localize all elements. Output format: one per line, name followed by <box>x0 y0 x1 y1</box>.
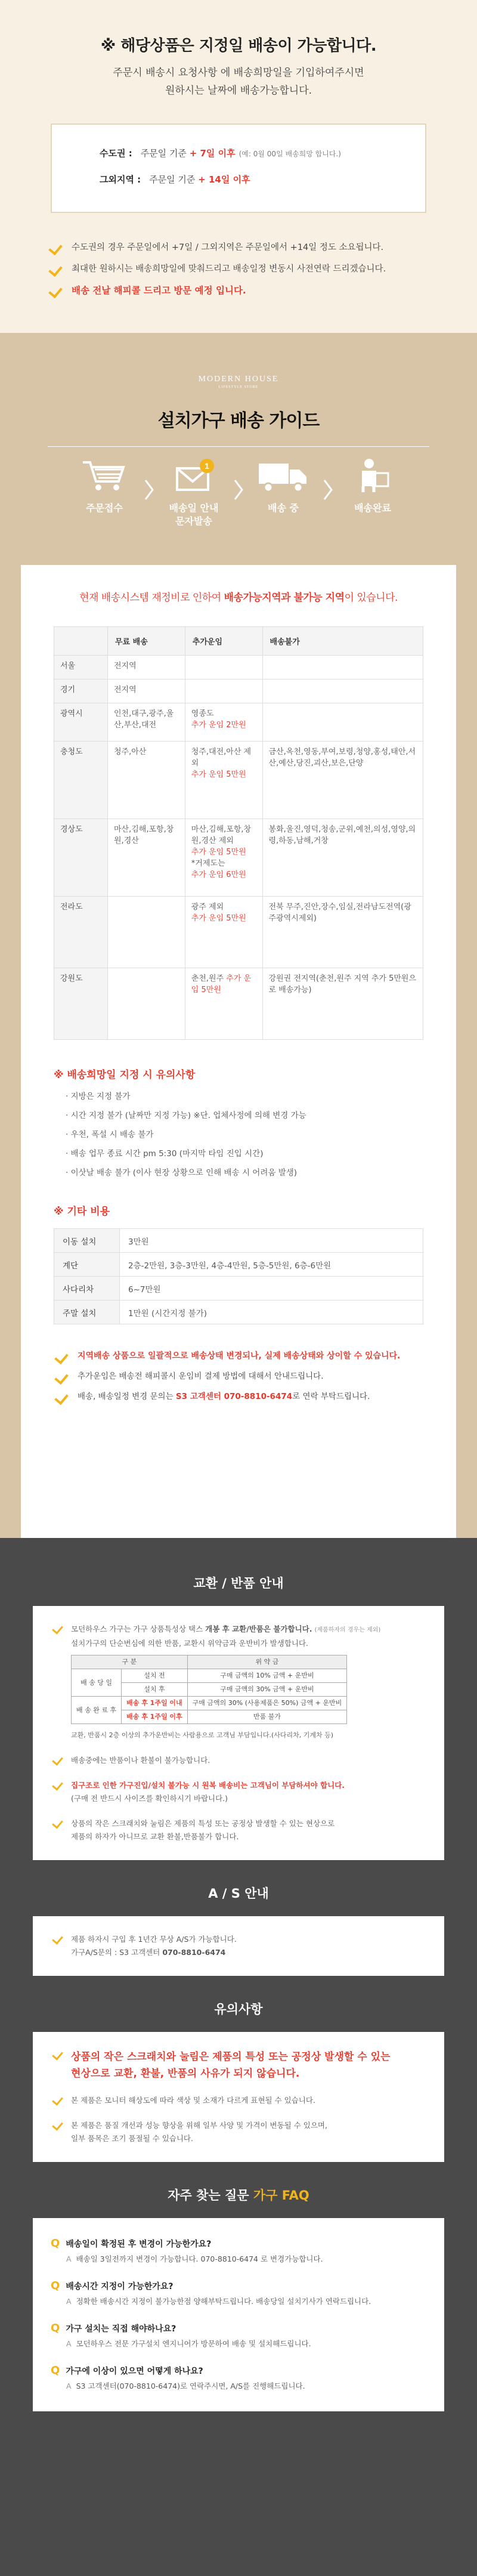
list-item: · 지방은 지정 불가 <box>66 1092 131 1101</box>
notice-bold: 배송가능지역과 불가능 지역 <box>224 592 345 604</box>
table-cell: 구매 금액의 10% 금액 + 운반비 <box>187 1669 347 1683</box>
table-header: 무료 배송 <box>108 627 185 656</box>
no-cell <box>262 703 423 742</box>
text-small: (제품하자의 경우는 제외) <box>314 1627 381 1633</box>
table-row <box>72 1697 347 1710</box>
table-row <box>54 1301 423 1324</box>
question-text: 가구 설치는 직접 해야하나요? <box>66 2324 176 2334</box>
table-header: 구 분 <box>72 1655 188 1669</box>
text-bold: 집구조로 인한 가구진입/설치 불가능 시 원복 배송비는 고객님이 부담하셔야 합니다. <box>71 1781 345 1790</box>
question-text: 배송일이 확정된 후 변경이 가능한가요? <box>66 2240 212 2249</box>
table-note: 교환, 반품시 2층 이상의 추가운반비는 사람용으로 고객님 부담입니다.(사다리차, 기계차 등) <box>71 1731 334 1739</box>
step-complete <box>340 458 405 515</box>
exchange-card <box>33 1606 444 1860</box>
faq-question <box>51 2237 426 2250</box>
text: 가구A/S문의 : S3 고객센터 <box>71 1948 160 1957</box>
extra-cell <box>185 819 262 897</box>
extra-cell <box>185 656 262 679</box>
table-cell: 설치 전 <box>122 1669 188 1683</box>
other-days: + 14일 이후 <box>198 174 250 185</box>
table-row <box>54 742 423 819</box>
list-item: · 우천, 폭설 시 배송 불가 <box>66 1130 154 1139</box>
faq-item <box>51 2272 426 2315</box>
brand-logo <box>0 375 477 389</box>
extra-text: 청주,대전,아산 제외 <box>191 748 252 768</box>
extra-cell <box>185 968 262 1040</box>
cost-value: 6~7만원 <box>120 1277 423 1301</box>
text: (구매 전 반드시 사이즈를 확인하시기 바랍니다.) <box>71 1794 228 1803</box>
cost-value: 3만원 <box>120 1229 423 1253</box>
no-cell <box>262 679 423 703</box>
free-cell <box>108 897 185 968</box>
delivery-area-card <box>21 565 456 1604</box>
no-cell: 금산,옥천,영동,부여,보령,청양,홍성,태안,서산,예산,당진,괴산,보은,단양 <box>262 742 423 819</box>
check-item-highlight <box>54 1346 423 1366</box>
desc-line: 원하시는 날짜에 배송가능합니다. <box>165 85 312 97</box>
table-cell: 구매 금액의 30% 금액 + 운반비 <box>187 1683 347 1697</box>
other-text: 주문일 기준 <box>149 174 196 185</box>
delivery-area-table <box>54 626 423 1040</box>
divider <box>48 446 429 447</box>
cost-key: 사다리차 <box>54 1277 120 1301</box>
step-label: 배송일 안내 <box>169 502 219 514</box>
cost-title: ※ 기타 비용 <box>54 1206 110 1218</box>
faq-question <box>51 2322 426 2334</box>
step-order <box>72 458 137 515</box>
check-item: 수도권의 경우 주문일에서 +7일 / 그외지역은 주문일에서 +14일 정도 소요됩니다. <box>48 237 477 258</box>
question-text: 가구에 이상이 있으면 어떻게 하나요? <box>66 2367 203 2376</box>
chevron-right-icon <box>227 472 250 508</box>
chevron-right-icon <box>316 472 340 508</box>
answer-text: S3 고객센터(070-8810-6474)로 연락주시면, A/S를 진행해드립니다. <box>76 2382 305 2390</box>
table-cell: 반품 불가 <box>187 1710 347 1724</box>
table-header-row <box>54 627 423 656</box>
extra-fee: 추가 운임 5만원 <box>191 848 246 857</box>
note-text: 배송, 배송일정 변경 문의는 <box>78 1392 174 1401</box>
region-cell: 충청도 <box>54 742 108 819</box>
step-label: 배송완료 <box>354 502 391 514</box>
extra-text: 광주 제외 <box>191 903 224 912</box>
table-cell: 배송 후 1주일 이후 <box>122 1710 188 1724</box>
table-header: 배송불가 <box>262 627 423 656</box>
text: 일부 품목은 조기 품절될 수 있습니다. <box>71 2134 193 2143</box>
faq-answer <box>51 2253 426 2265</box>
faq-answer <box>51 2380 426 2392</box>
check-item-highlight: 배송 전날 해피콜 드리고 방문 예정 입니다. <box>48 280 477 301</box>
text: 제품의 하자가 아니므로 교환 환불,반품불가 합니다. <box>71 1832 239 1841</box>
region-cell: 서울 <box>54 656 108 679</box>
extra-text: 마산,김해,포항,창원,경산 제외 <box>191 825 252 845</box>
capital-note: (예: 0월 00일 배송희망 합니다.) <box>238 150 341 158</box>
table-header: 추가운임 <box>185 627 262 656</box>
region-cell: 경기 <box>54 679 108 703</box>
extra-text: *거제도는 <box>191 859 225 868</box>
table-row <box>72 1669 347 1683</box>
capital-text: 주문일 기준 <box>140 148 187 159</box>
notice-text: 현재 배송시스템 재정비로 인하여 <box>79 592 221 604</box>
no-cell: 전북 무주,진안,장수,임실,전라남도전역(광주광역시제외) <box>262 897 423 968</box>
check-item <box>51 1617 426 1748</box>
truck-icon <box>256 458 310 493</box>
check-item <box>51 1773 426 1811</box>
note-text: 로 연락 부탁드립니다. <box>292 1392 370 1401</box>
delivery-person-icon <box>349 458 397 493</box>
caution-list <box>66 1087 423 1182</box>
free-cell: 전지역 <box>108 656 185 679</box>
table-cell: 배 송 완 료 후 <box>72 1697 122 1724</box>
cost-value: 2층-2만원, 3층-3만원, 4층-4만원, 5층-5만원, 6층-6만원 <box>120 1253 423 1277</box>
q-icon: Q <box>51 2237 60 2250</box>
extra-text: 영종도 <box>191 709 214 718</box>
extra-fee: 추가 운임 5만원 <box>191 914 246 923</box>
answer-text: 모던하우스 전문 가구설치 엔지니어가 방문하여 배송 및 설치해드립니다. <box>76 2339 311 2348</box>
answer-text: 배송일 3일전까지 변경이 가능합니다. 070-8810-6474 로 변경가능합니다. <box>76 2254 323 2263</box>
exchange-title: 교환 / 반품 안내 <box>193 1576 284 1590</box>
step-label: 문자발송 <box>175 515 212 527</box>
logo-text: MODERN HOUSE <box>198 375 279 384</box>
capital-days: + 7일 이후 <box>189 148 236 159</box>
faq-title <box>0 2186 477 2204</box>
step-sms <box>161 458 227 528</box>
notification-badge: 1 <box>205 461 209 471</box>
designated-delivery-section <box>0 0 477 333</box>
text-bold: 개봉 후 교환/반품은 불가합니다. <box>205 1624 312 1633</box>
free-cell: 인천,대구,광주,울산,부산,대전 <box>108 703 185 742</box>
penalty-table <box>71 1655 347 1724</box>
faq-title-text: 자주 찾는 질문 <box>168 2188 249 2203</box>
question-text: 배송시간 지정이 가능한가요? <box>66 2282 174 2291</box>
text: 모던하우스 가구는 가구 상품특성상 택스 <box>71 1624 203 1633</box>
as-phone: 070-8810-6474 <box>162 1948 226 1957</box>
text: 설치가구의 단순변심에 의한 반품, 교환시 위약금과 운반비가 발생합니다. <box>71 1639 309 1648</box>
faq-card <box>33 2218 444 2411</box>
note-text: 지역배송 상품으로 일괄적으로 배송상태 변경되나, <box>78 1351 262 1361</box>
extra-cell <box>185 703 262 742</box>
check-item <box>51 2113 426 2151</box>
caution-title: ※ 배송희망일 지정 시 유의사항 <box>54 1069 196 1081</box>
check-item: 최대한 원하시는 배송희망일에 맞춰드리고 배송일정 변동시 사전연락 드리겠습니다. <box>48 258 477 280</box>
extra-cell <box>185 897 262 968</box>
delivery-guide-section <box>0 333 477 1538</box>
desc-line: 주문시 배송시 요청사항 에 배송희망일을 기입하여주시면 <box>113 67 364 79</box>
faq-question <box>51 2364 426 2377</box>
note-bold: 실제 배송상태와 상이할 수 있습니다. <box>264 1351 401 1361</box>
answer-text: 정확한 배송시간 지정이 불가능한점 양해부탁드립니다. 배송당일 설치기사가 연락드립니다. <box>76 2297 371 2306</box>
faq-answer <box>51 2296 426 2308</box>
check-item <box>51 1927 426 1965</box>
region-cell: 강원도 <box>54 968 108 1040</box>
faq-item <box>51 2357 426 2399</box>
table-row <box>54 1229 423 1253</box>
table-cell: 설치 후 <box>122 1683 188 1697</box>
q-icon: Q <box>51 2322 60 2334</box>
cart-icon <box>80 458 128 493</box>
policy-section <box>0 1538 477 2576</box>
other-row <box>100 166 425 193</box>
cost-key: 이동 설치 <box>54 1229 120 1253</box>
delivery-checklist <box>48 237 477 301</box>
caution-card <box>33 2032 444 2162</box>
designated-delivery-desc <box>0 64 477 100</box>
extra-cell <box>185 679 262 703</box>
q-icon: Q <box>51 2280 60 2292</box>
text: 본 제품은 품질 개선과 성능 향상을 위해 일부 사양 및 가격이 변동될 수 있으며, <box>71 2121 327 2130</box>
region-cell: 광역시 <box>54 703 108 742</box>
faq-question <box>51 2280 426 2292</box>
a-icon: A <box>66 2382 72 2390</box>
list-item: · 시간 지정 불가 (날짜만 지정 가능) ※단. 업체사정에 의해 변경 가능 <box>66 1111 306 1120</box>
table-cell: 배 송 당 일 <box>72 1669 122 1697</box>
step-label: 배송 중 <box>268 502 299 514</box>
chevron-right-icon <box>137 472 161 508</box>
extra-fee: 추가 운임 5만원 <box>191 974 252 994</box>
check-item: 배송중에는 반품이나 환불이 불가능합니다. <box>51 1748 426 1773</box>
check-item <box>54 1386 423 1407</box>
text: 현상으로 교환, 환불, 반품의 사유가 되지 않습니다. <box>71 2068 300 2080</box>
table-row <box>54 656 423 679</box>
free-cell: 청주,아산 <box>108 742 185 819</box>
capital-label: 수도권 : <box>100 148 132 159</box>
region-cell: 전라도 <box>54 897 108 968</box>
free-cell: 전지역 <box>108 679 185 703</box>
a-icon: A <box>66 2254 72 2263</box>
list-item: · 이삿날 배송 불가 (이사 현장 상황으로 인해 배송 시 어려움 발생) <box>66 1168 298 1178</box>
check-item: 본 제품은 모니터 해상도에 따라 색상 및 소재가 다르게 표현될 수 있습니다. <box>51 2088 426 2113</box>
cost-value: 1만원 (시간지정 불가) <box>120 1301 423 1324</box>
text: 상품의 작은 스크래치와 눌림은 제품의 특성 또는 공정상 발생할 수 있는 현상으로 <box>71 1819 335 1828</box>
table-row <box>54 1253 423 1277</box>
no-cell <box>262 656 423 679</box>
table-row <box>54 1277 423 1301</box>
check-item-highlight <box>51 2043 426 2088</box>
area-notice <box>54 589 423 604</box>
logo-sub: LIFESTYLE STORE <box>218 385 259 389</box>
table-header: 위 약 금 <box>187 1655 347 1669</box>
text: 제품 하자시 구입 후 1년간 무상 A/S가 가능합니다. <box>71 1935 237 1944</box>
a-icon: A <box>66 2297 72 2306</box>
delivery-date-box <box>51 123 426 213</box>
table-row <box>72 1655 347 1669</box>
contact-phone: S3 고객센터 070-8810-6474 <box>175 1392 293 1401</box>
cost-key: 주말 설치 <box>54 1301 120 1324</box>
check-item: 추가운임은 배송전 해피콜시 운임비 결제 방법에 대해서 안내드립니다. <box>54 1366 423 1386</box>
q-icon: Q <box>51 2364 60 2377</box>
step-label: 주문접수 <box>86 502 123 514</box>
no-cell: 강원권 전지역(춘천,원주 지역 추가 5만원으로 배송가능) <box>262 968 423 1040</box>
guide-title: 설치가구 배송 가이드 <box>157 410 320 431</box>
as-title: A / S 안내 <box>208 1886 269 1901</box>
check-item <box>51 1811 426 1849</box>
table-header-blank <box>54 627 108 656</box>
extra-fee: 추가 운임 5만원 <box>191 770 246 779</box>
table-cell: 구매 금액의 30% (사용제품은 50%) 금액 + 운반비 <box>187 1697 347 1710</box>
caution-title: 유의사항 <box>214 2002 263 2016</box>
free-cell <box>108 968 185 1040</box>
region-cell: 경상도 <box>54 819 108 897</box>
extra-fee: 추가 운임 2만원 <box>191 721 246 730</box>
step-shipping <box>250 458 316 515</box>
faq-answer <box>51 2338 426 2350</box>
table-row <box>54 703 423 742</box>
table-row <box>54 679 423 703</box>
table-cell: 배송 후 1주일 이내 <box>122 1697 188 1710</box>
a-icon: A <box>66 2339 72 2348</box>
no-cell: 봉화,울진,영덕,청송,군위,예천,의성,영양,의령,하동,남해,거창 <box>262 819 423 897</box>
as-card <box>33 1916 444 1976</box>
faq-item <box>51 2315 426 2357</box>
other-label: 그외지역 : <box>100 174 141 185</box>
envelope-icon <box>170 458 218 493</box>
extra-fee: 추가 운임 6만원 <box>191 870 246 879</box>
faq-title-highlight: 가구 FAQ <box>253 2188 309 2203</box>
table-row <box>54 897 423 968</box>
table-row <box>54 819 423 897</box>
extra-text: 춘천,원주 <box>191 974 224 983</box>
delivery-steps <box>0 458 477 541</box>
text: 상품의 작은 스크래치와 눌림은 제품의 특성 또는 공정상 발생할 수 있는 <box>71 2051 391 2063</box>
cost-key: 계단 <box>54 1253 120 1277</box>
notice-text: 이 있습니다. <box>344 592 398 604</box>
table-row <box>54 968 423 1040</box>
extra-cell <box>185 742 262 819</box>
final-notes <box>54 1346 423 1407</box>
faq-item <box>51 2230 426 2272</box>
capital-row <box>100 140 425 166</box>
designated-delivery-title: ※ 해당상품은 지정일 배송이 가능합니다. <box>100 37 377 55</box>
list-item: · 배송 업무 종료 시간 pm 5:30 (마지막 타임 진입 시간) <box>66 1149 264 1159</box>
free-cell: 마산,김해,포항,창원,경산 <box>108 819 185 897</box>
cost-table <box>54 1228 423 1324</box>
